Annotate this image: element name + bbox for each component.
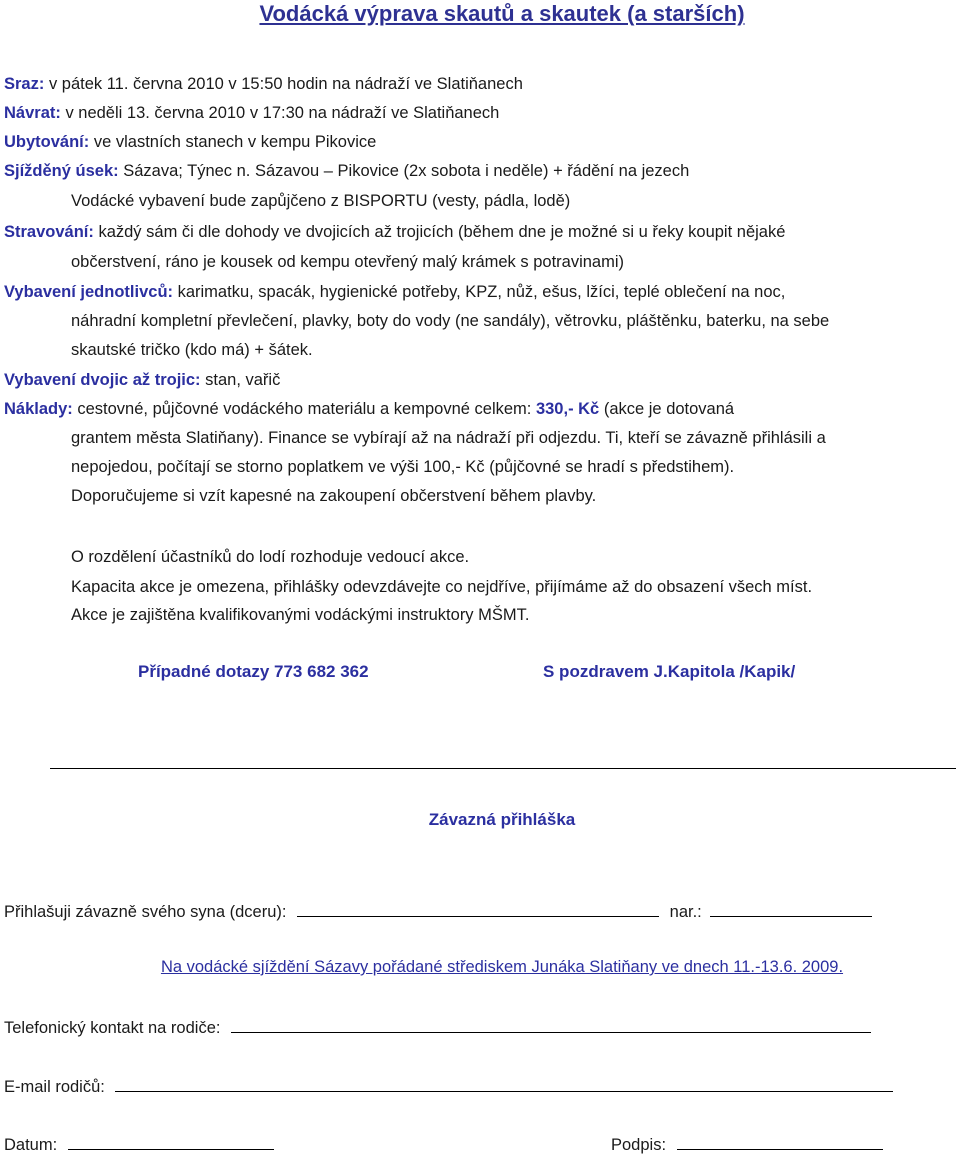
- email-label: E-mail rodičů:: [4, 1078, 105, 1096]
- naklady-cont-3: Doporučujeme si vzít kapesné na zakoupení občerstvení během plavby.: [71, 487, 597, 505]
- ubytovani-line: [4, 131, 376, 153]
- phone-label: Telefonický kontakt na rodiče:: [4, 1019, 221, 1037]
- naklady-text-b: (akce je dotovaná: [599, 400, 735, 418]
- email-field[interactable]: [115, 1075, 893, 1092]
- vybaveni-dvojic-line: [4, 369, 280, 391]
- vybaveni-jednotlivcu-cont-2: skautské tričko (kdo má) + šátek.: [71, 341, 313, 359]
- birth-date-field[interactable]: [710, 900, 872, 917]
- note-2: Kapacita akce je omezena, přihlášky odevzdávejte co nejdříve, přijímáme až do obsazení všech míst.: [71, 578, 813, 596]
- usek-continuation: Vodácké vybavení bude zapůjčeno z BISPORTU (vesty, pádla, lodě): [71, 192, 571, 210]
- contact-phone: Případné dotazy 773 682 362: [138, 662, 369, 681]
- vybaveni-jednotlivcu-line: [4, 281, 785, 303]
- note-1: O rozdělení účastníků do lodí rozhoduje vedoucí akce.: [71, 548, 470, 566]
- stravovani-line: [4, 221, 785, 243]
- naklady-text-a: cestovné, půjčovné vodáckého materiálu a kempovné celkem:: [72, 400, 536, 418]
- usek-text: Sázava; Týnec n. Sázavou – Pikovice (2x sobota i neděle) + řádění na jezech: [118, 162, 690, 180]
- naklady-price: 330,- Kč: [535, 400, 600, 418]
- naklady-line: [4, 398, 734, 420]
- cut-line-divider: [50, 768, 956, 769]
- signature-row: [611, 1133, 883, 1156]
- vybaveni-jednotlivcu-label: Vybavení jednotlivců:: [4, 283, 174, 301]
- birth-label: nar.:: [669, 903, 702, 921]
- naklady-label: Náklady:: [4, 400, 73, 418]
- sraz-text: v pátek 11. června 2010 v 15:50 hodin na nádraží ve Slatiňanech: [44, 75, 523, 93]
- date-label: Datum:: [4, 1136, 58, 1154]
- usek-line: [4, 160, 689, 182]
- event-statement: Na vodácké sjíždění Sázavy pořádané střediskem Junáka Slatiňany ve dnech 11.-13.6. 2009.: [160, 958, 844, 976]
- naklady-cont-2: nepojedou, počítají se storno poplatkem ve výši 100,- Kč (půjčovné se hradí s předstihem).: [71, 458, 735, 476]
- date-field[interactable]: [68, 1133, 274, 1150]
- sraz-line: [4, 73, 523, 95]
- note-3: Akce je zajištěna kvalifikovanými vodáckými instruktory MŠMT.: [71, 606, 530, 624]
- form-heading: Závazná přihláška: [428, 810, 576, 829]
- vybaveni-dvojic-label: Vybavení dvojic až trojic:: [4, 371, 201, 389]
- register-row: [4, 900, 872, 923]
- stravovani-label: Stravování:: [4, 223, 94, 241]
- naklady-cont-1: grantem města Slatiňany). Finance se vybírají až na nádraží při odjezdu. Ti, kteří se závazně přihlásili a: [71, 429, 826, 447]
- child-name-field[interactable]: [297, 900, 659, 917]
- stravovani-continuation: občerstvení, ráno je kousek od kempu otevřený malý krámek s potravinami): [71, 253, 624, 271]
- vybaveni-dvojic-text: stan, vařič: [200, 371, 281, 389]
- vybaveni-jednotlivcu-text: karimatku, spacák, hygienické potřeby, KPZ, nůž, ešus, lžíci, teplé oblečení na noc,: [173, 283, 786, 301]
- signature-field[interactable]: [677, 1133, 883, 1150]
- phone-field[interactable]: [231, 1016, 871, 1033]
- signature-label: Podpis:: [611, 1136, 667, 1154]
- vybaveni-jednotlivcu-cont-1: náhradní kompletní převlečení, plavky, boty do vody (ne sandály), větrovku, pláštěnku, baterku, na sebe: [71, 312, 830, 330]
- register-label: Přihlašuji závazně svého syna (dceru):: [4, 903, 287, 921]
- navrat-text: v neděli 13. června 2010 v 17:30 na nádraží ve Slatiňanech: [60, 104, 500, 122]
- usek-label: Sjížděný úsek:: [4, 162, 119, 180]
- navrat-line: [4, 102, 499, 124]
- email-row: [4, 1075, 893, 1098]
- page-title: Vodácká výprava skautů a skautek (a starších): [259, 1, 745, 26]
- greeting: S pozdravem J.Kapitola /Kapik/: [543, 662, 796, 681]
- navrat-label: Návrat:: [4, 104, 61, 122]
- ubytovani-label: Ubytování:: [4, 133, 90, 151]
- stravovani-text: každý sám či dle dohody ve dvojicích až trojicích (během dne je možné si u řeky koupit nějaké: [93, 223, 786, 241]
- ubytovani-text: ve vlastních stanech v kempu Pikovice: [89, 133, 377, 151]
- date-row: [4, 1133, 274, 1156]
- phone-row: [4, 1016, 871, 1039]
- sraz-label: Sraz:: [4, 75, 45, 93]
